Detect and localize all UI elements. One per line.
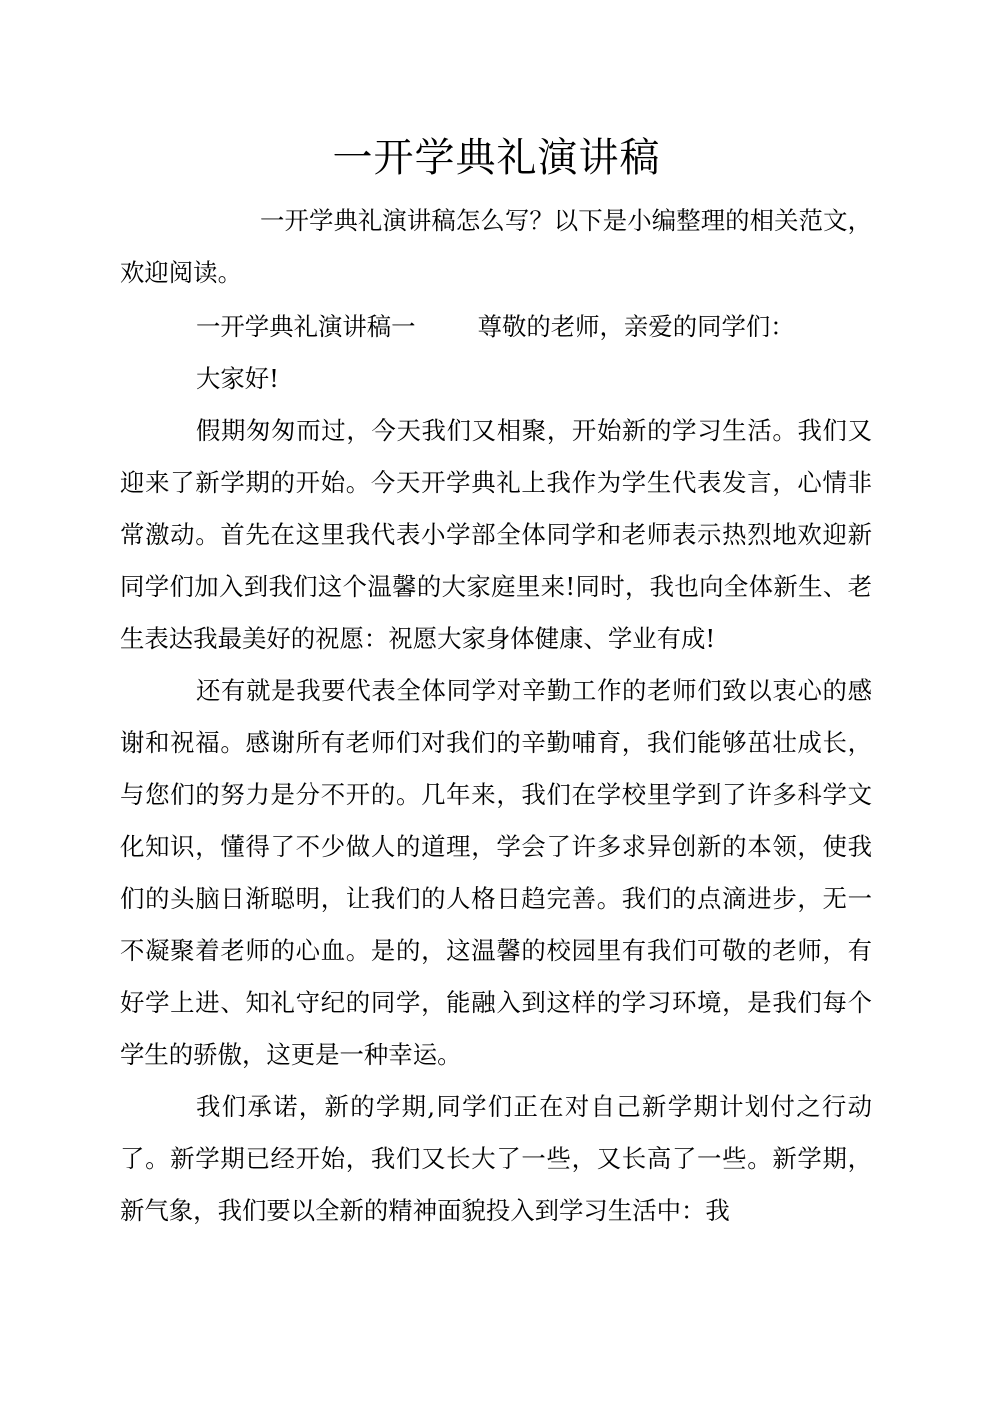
body-paragraph-2: 还有就是我要代表全体同学对辛勤工作的老师们致以衷心的感谢和祝福。感谢所有老师们对我们的辛勤哺育，我们能够茁壮成长，与您们的努力是分不开的。几年来，我们在学校里学到了许多科学文化知识，懂得了不少做人的道理，学会了许多求异创新的本领，使我们的头脑日渐聪明，让我们的人格日趋完善。我们的点滴进步，无一不凝聚着老师的心血。是的，这温馨的校园里有我们可敬的老师，有好学上进、知礼守纪的同学，能融入到这样的学习环境，是我们每个学生的骄傲，这更是一种幸运。 [120,676,872,1069]
intro-paragraph: 一开学典礼演讲稿怎么写？以下是小编整理的相关范文，欢迎阅读。 [120,206,872,287]
salutation: 尊敬的老师，亲爱的同学们： [477,312,795,341]
body-paragraph-3: 我们承诺，新的学期,同学们正在对自己新学期计划付之行动了。新学期已经开始，我们又长大了一些，又长高了一些。新学期，新气象，我们要以全新的精神面貌投入到学习生活中：我 [120,1092,872,1225]
body-paragraph-1: 假期匆匆而过，今天我们又相聚，开始新的学习生活。我们又迎来了新学期的开始。今天开学典礼上我作为学生代表发言，心情非常激动。首先在这里我代表小学部全体同学和老师表示热烈地欢迎新同学们加入到我们这个温馨的大家庭里来!同时，我也向全体新生、老生表达我最美好的祝愿：祝愿大家身体健康、学业有成! [120,416,872,653]
document-title: 一开学典礼演讲稿 [332,135,661,181]
heading-gap [416,312,478,341]
heading-line [120,301,872,353]
greeting: 大家好! [196,364,279,393]
body-paragraphs [120,353,872,1237]
intro-block [120,195,872,299]
section-heading: 一开学典礼演讲稿一 [196,312,416,341]
heading-paragraph [120,301,872,353]
